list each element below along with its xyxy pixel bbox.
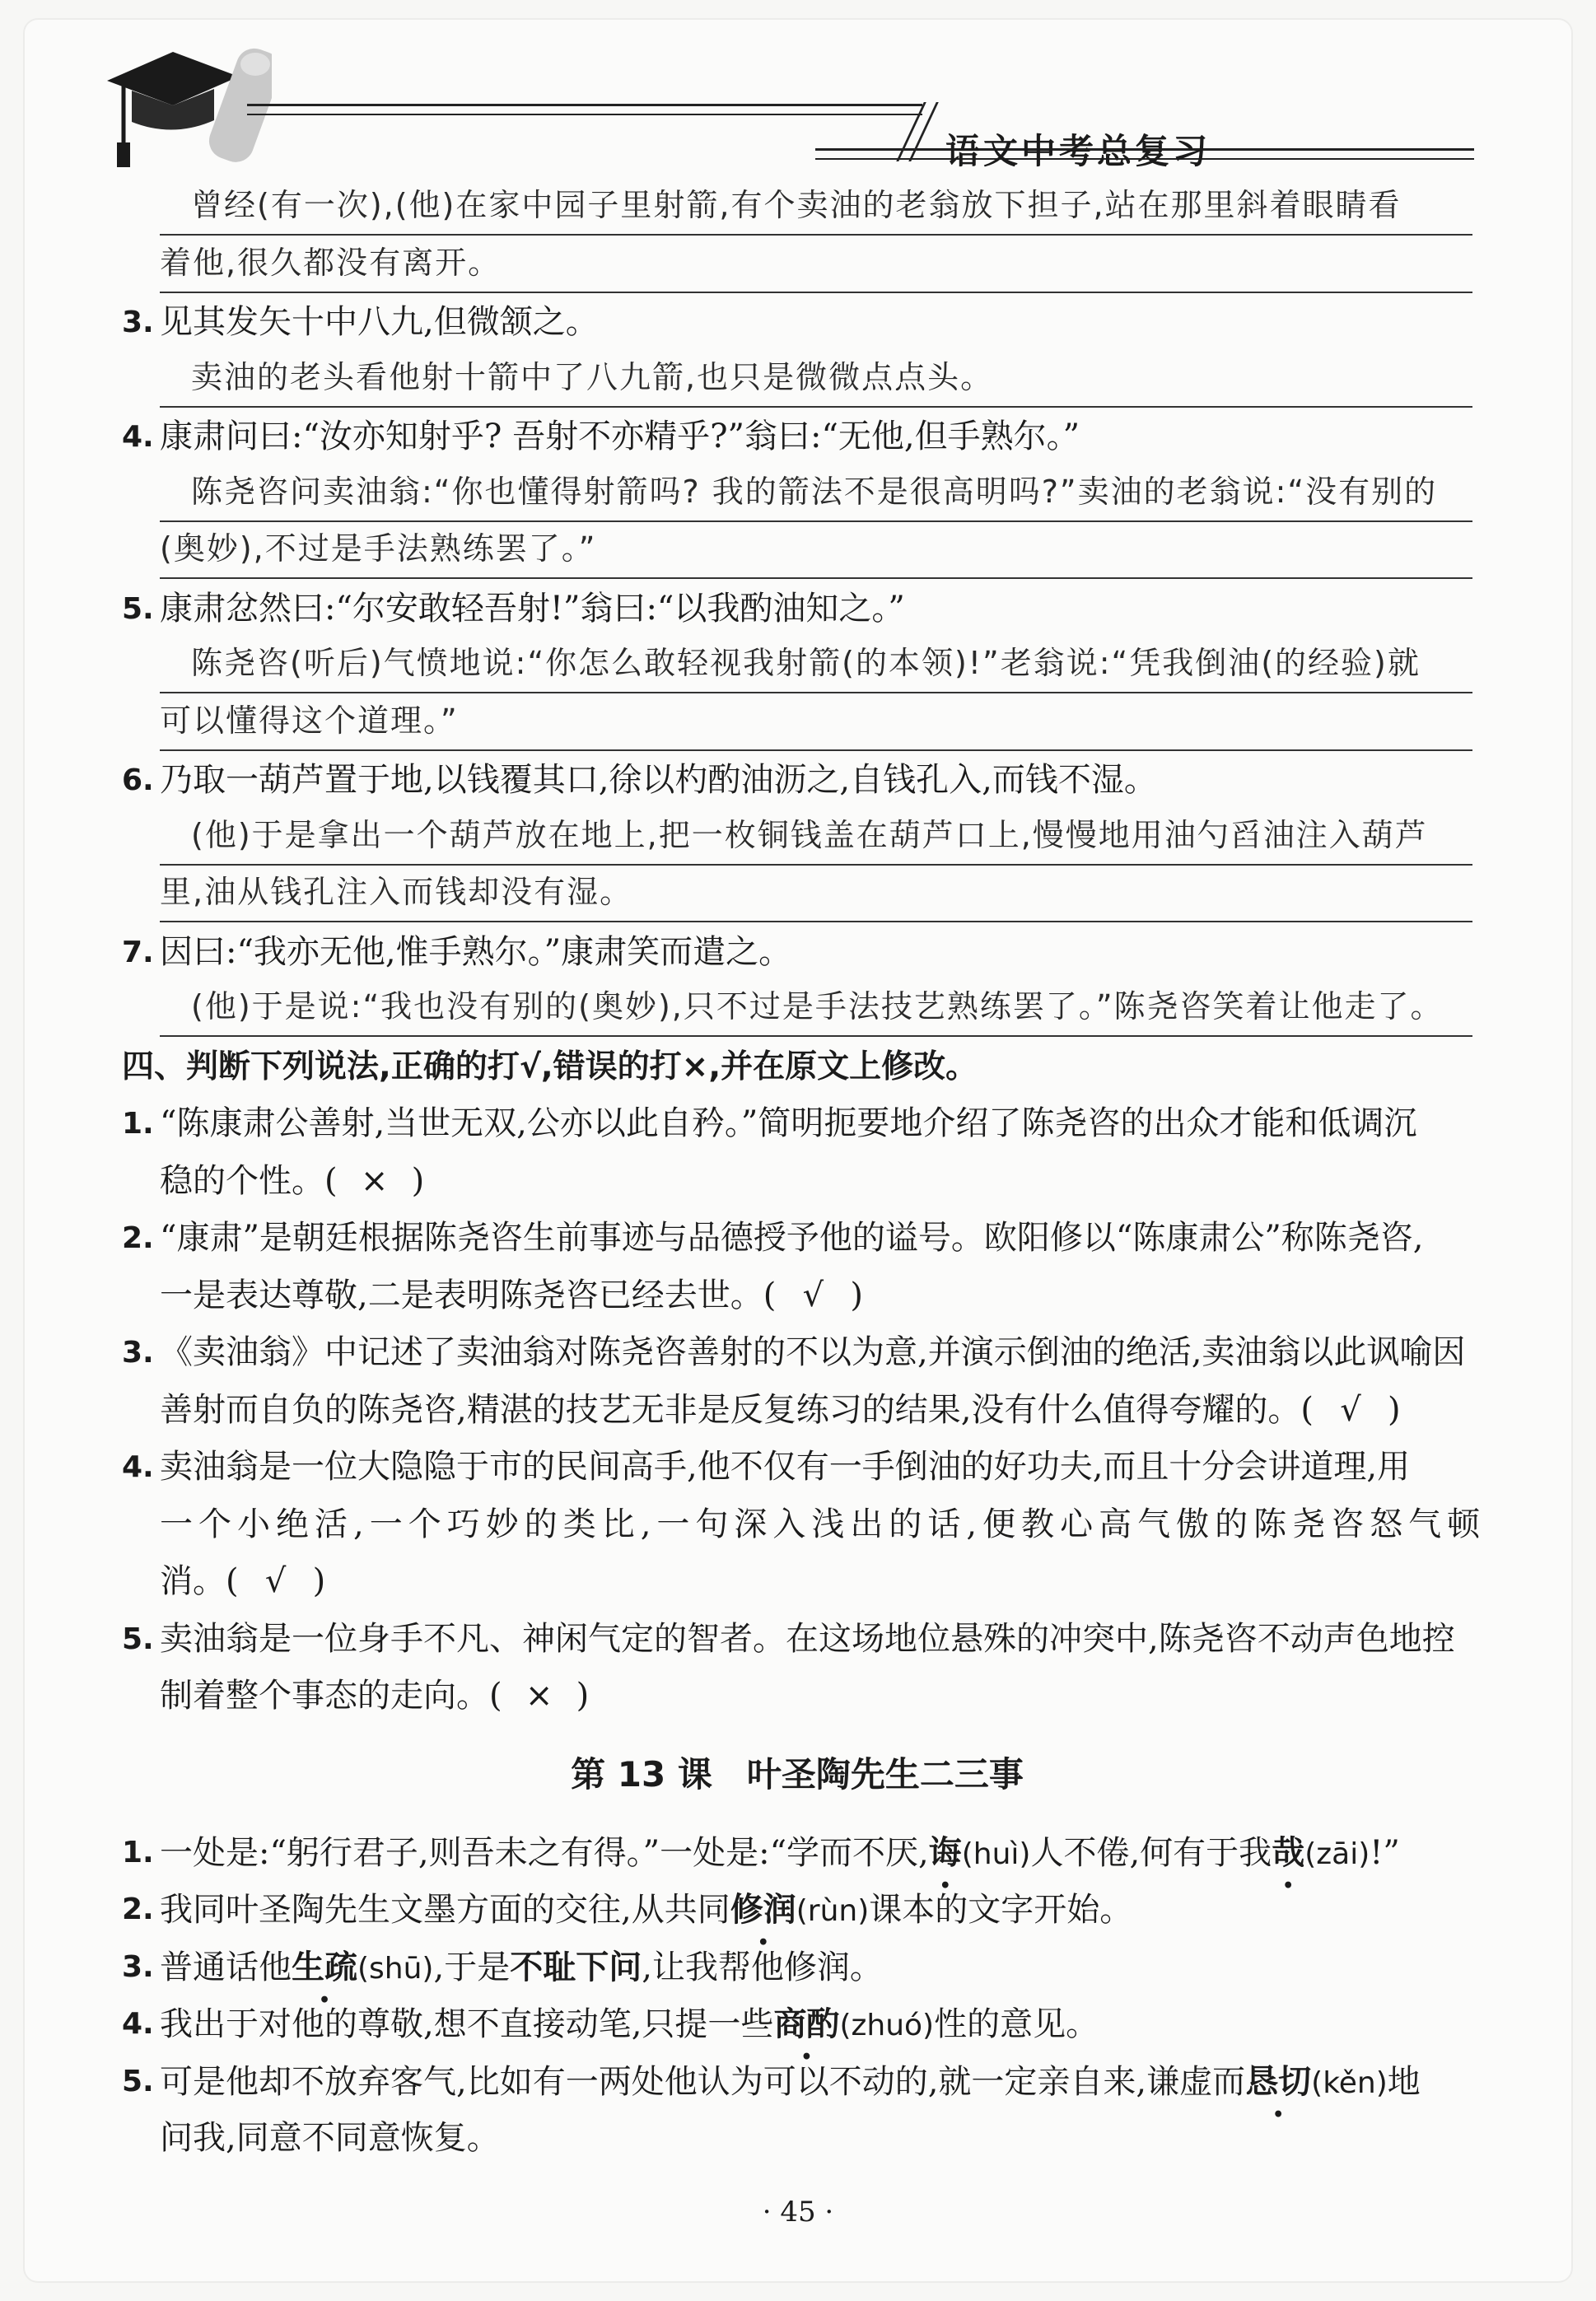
vocab-item: 3. 普通话他生疏(shū),于是不耻下问,让我帮他修润。 [122,1947,883,1986]
question-item: 6. 乃取一葫芦置于地,以钱覆其口,徐以杓酌油沥之,自钱孔入,而钱不湿。 [122,761,1157,799]
judgement-item: 1. “陈康肃公善射,当世无双,公亦以此自矜。”简明扼要地介绍了陈尧咨的出众才能和低调沉 [122,1104,1417,1142]
answer-mark: √ [802,1276,824,1314]
header-rule [247,114,922,115]
question-item: 5. 康肃忿然曰:“尔安敢轻吾射!”翁曰:“以我酌油知之。” [122,589,905,628]
judgement-item: 4. 卖油翁是一位大隐隐于市的民间高手,他不仅有一手倒油的好功夫,而且十分会讲道理,用 [122,1448,1411,1486]
answer-line: 可以懂得这个道理。” [122,695,1472,753]
answer-line: 卖油的老头看他射十箭中了八九箭,也只是微微点点头。 [122,352,1472,409]
vocab-item: 4. 我出于对他的尊敬,想不直接动笔,只提一些商酌(zhuó)性的意见。 [122,2005,1099,2043]
question-item: 3. 见其发矢十中八九,但微颔之。 [122,303,599,341]
judgement-item: 善射而自负的陈尧咨,精湛的技艺无非是反复练习的结果,没有什么值得夸耀的。( √ ) [122,1382,1472,1440]
judgement-item: 一是表达尊敬,二是表明陈尧咨已经去世。( √ ) [122,1267,1472,1325]
answer-line: (奥妙),不过是手法熟练罢了。” [122,523,1472,581]
header-title: 语文中考总复习 [945,131,1211,171]
question-item: 7. 因曰:“我亦无他,惟手熟尔。”康肃笑而遣之。 [122,932,792,971]
answer-line: 着他,很久都没有离开。 [122,237,1472,295]
lesson-title: 第 13 课 叶圣陶先生二三事 [571,1753,1024,1795]
answer-line: 曾经(有一次),(他)在家中园子里射箭,有个卖油的老翁放下担子,站在那里斜着眼睛看 [122,180,1472,237]
judgement-item: 一个小绝活,一个巧妙的类比,一句深入浅出的话,便教心高气傲的陈尧咨怒气顿 [160,1505,1486,1543]
vocab-item: 2. 我同叶圣陶先生文墨方面的交往,从共同修润(rùn)课本的文字开始。 [122,1890,1133,1929]
judgement-item: 3. 《卖油翁》中记述了卖油翁对陈尧咨善射的不以为意,并演示倒油的绝活,卖油翁以此讽喻因 [122,1333,1466,1371]
content [122,180,1486,2168]
judgement-item: 稳的个性。( × ) [122,1153,1472,1211]
header-rule [247,104,922,106]
header-rule [908,102,939,161]
answer-line: (他)于是拿出一个葫芦放在地上,把一枚铜钱盖在葫芦口上,慢慢地用油勺舀油注入葫芦 [122,810,1472,867]
vocab-item: 5. 可是他却不放弃客气,比如有一两处他认为可以不动的,就一定亲自来,谦虚而恳切(kěn)地 [122,2061,1421,2101]
judgement-item: 制着整个事态的走向。( × ) [122,1668,1472,1725]
header [99,31,1474,171]
answer-mark: √ [264,1562,287,1600]
answer-line: 里,油从钱孔注入而钱却没有湿。 [122,866,1472,924]
answer-mark: × [360,1161,389,1200]
answer-line: (他)于是说:“我也没有别的(奥妙),只不过是手法技艺熟练罢了。”陈尧咨笑着让他走了。 [122,981,1472,1038]
judgement-item: 2. “康肃”是朝廷根据陈尧咨生前事迹与品德授予他的谥号。欧阳修以“陈康肃公”称陈尧咨, [122,1219,1424,1257]
judgement-item: 5. 卖油翁是一位身手不凡、神闲气定的智者。在这场地位悬殊的冲突中,陈尧咨不动声色地控 [122,1619,1455,1658]
answer-line: 陈尧咨(听后)气愤地说:“你怎么敢轻视我射箭(的本领)!”老翁说:“凭我倒油(的经验)就 [122,637,1472,695]
vocab-item: 问我,同意不同意恢复。 [160,2119,500,2157]
page-number: · 45 · [762,2196,834,2229]
judgement-item: 消。( √ ) [122,1553,1472,1611]
graduation-cap-icon [99,31,272,171]
question-item: 4. 康肃问曰:“汝亦知射乎? 吾射不亦精乎?”翁曰:“无他,但手熟尔。” [122,418,1080,455]
answer-mark: √ [1340,1390,1361,1429]
vocab-item: 1. 一处是:“躬行君子,则吾未之有得。”一处是:“学而不厌,诲(huì)人不倦,何有于我哉(zāi)!” [122,1832,1400,1872]
answer-line: 陈尧咨问卖油翁:“你也懂得射箭吗? 我的箭法不是很高明吗?”卖油的老翁说:“没有别的 [122,466,1472,524]
answer-mark: × [525,1677,553,1715]
section-heading: 四、判断下列说法,正确的打√,错误的打×,并在原文上修改。 [122,1048,978,1085]
